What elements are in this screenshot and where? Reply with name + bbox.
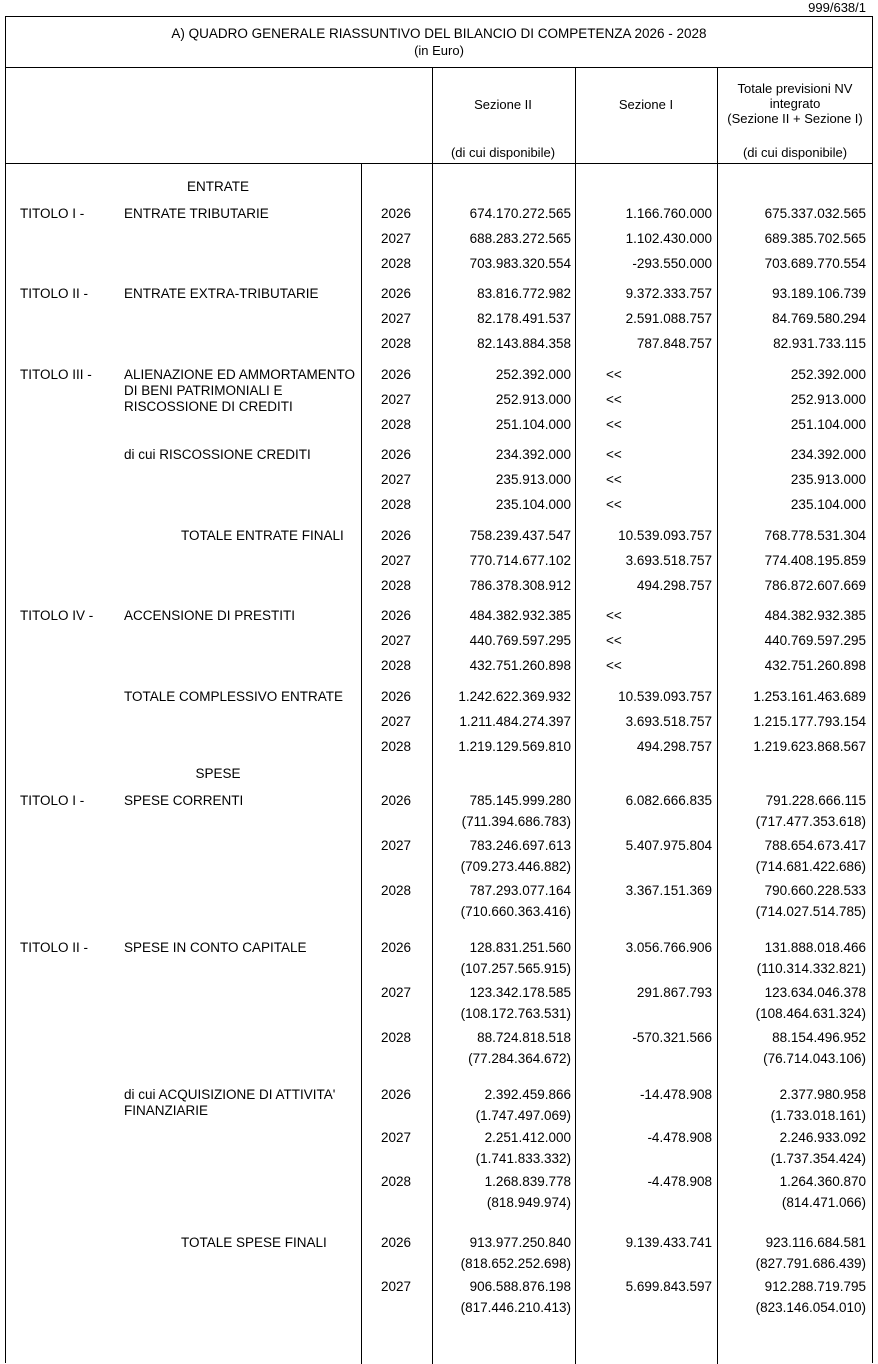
totale-value: 82.931.733.115 bbox=[773, 336, 866, 351]
totale-disponibile: (110.314.332.821) bbox=[756, 961, 866, 976]
sezione-ii-value: 235.913.000 bbox=[495, 472, 571, 487]
totale-value: 923.116.684.581 bbox=[765, 1235, 866, 1250]
year-cell: 2026 bbox=[380, 447, 412, 462]
year-cell: 2026 bbox=[380, 367, 412, 382]
sezione-ii-value: 82.143.884.358 bbox=[477, 336, 571, 351]
sezione-i-value: << bbox=[606, 447, 622, 462]
year-cell: 2027 bbox=[380, 472, 412, 487]
table-frame bbox=[5, 16, 873, 1363]
totale-value: 1.253.161.463.689 bbox=[753, 689, 866, 704]
sezione-ii-value: 234.392.000 bbox=[495, 447, 571, 462]
totale-disponibile: (823.146.054.010) bbox=[755, 1300, 866, 1315]
sezione-ii-disponibile: (107.257.565.915) bbox=[460, 961, 571, 976]
row-label: di cui ACQUISIZIONE DI ATTIVITA' bbox=[124, 1087, 336, 1102]
totale-value: 786.872.607.669 bbox=[764, 578, 866, 593]
sezione-ii-value: 2.392.459.866 bbox=[484, 1087, 571, 1102]
totale-value: 252.913.000 bbox=[790, 392, 866, 407]
row-label: ALIENAZIONE ED AMMORTAMENTO bbox=[124, 367, 356, 382]
title-box bbox=[6, 17, 872, 68]
sezione-i-value: 3.056.766.906 bbox=[625, 940, 712, 955]
sezione-ii-value: 440.769.597.295 bbox=[469, 633, 571, 648]
sezione-ii-value: 758.239.437.547 bbox=[469, 528, 571, 543]
sezione-ii-disponibile: (711.394.686.783) bbox=[461, 814, 571, 829]
sezione-ii-value: 252.913.000 bbox=[495, 392, 571, 407]
totale-value: 774.408.195.859 bbox=[764, 553, 866, 568]
sezione-i-value: 9.139.433.741 bbox=[625, 1235, 712, 1250]
row-code: TITOLO IV - bbox=[20, 608, 94, 623]
year-cell: 2028 bbox=[380, 578, 412, 593]
row-label: ACCENSIONE DI PRESTITI bbox=[124, 608, 296, 623]
sezione-ii-value: 674.170.272.565 bbox=[469, 206, 571, 221]
header-totale-line1: Totale previsioni NV bbox=[737, 81, 853, 96]
header-totale-disponibile: (di cui disponibile) bbox=[742, 145, 848, 160]
totale-value: 440.769.597.295 bbox=[764, 633, 866, 648]
totale-disponibile: (76.714.043.106) bbox=[763, 1051, 866, 1066]
sezione-i-value: 494.298.757 bbox=[636, 578, 712, 593]
totale-value: 251.104.000 bbox=[790, 417, 866, 432]
column-header bbox=[6, 68, 872, 164]
sezione-ii-value: 1.219.129.569.810 bbox=[458, 739, 571, 754]
sezione-i-value: 5.699.843.597 bbox=[625, 1279, 712, 1294]
sezione-ii-disponibile: (1.747.497.069) bbox=[475, 1108, 571, 1123]
sezione-ii-disponibile: (818.652.252.698) bbox=[460, 1256, 571, 1271]
row-label: SPESE CORRENTI bbox=[124, 793, 244, 808]
year-cell: 2027 bbox=[380, 633, 412, 648]
sezione-ii-value: 83.816.772.982 bbox=[477, 286, 571, 301]
row-label: DI BENI PATRIMONIALI E bbox=[124, 383, 283, 398]
sezione-i-value: << bbox=[606, 497, 622, 512]
totale-disponibile: (1.737.354.424) bbox=[770, 1151, 866, 1166]
sezione-i-value: 3.693.518.757 bbox=[625, 714, 712, 729]
sezione-ii-value: 235.104.000 bbox=[495, 497, 571, 512]
totale-value: 131.888.018.466 bbox=[764, 940, 866, 955]
sezione-ii-value: 688.283.272.565 bbox=[469, 231, 571, 246]
row-label: TOTALE SPESE FINALI bbox=[181, 1235, 327, 1250]
header-sezione-ii-disponibile: (di cui disponibile) bbox=[450, 145, 556, 160]
totale-value: 788.654.673.417 bbox=[764, 838, 866, 853]
sezione-i-value: << bbox=[606, 367, 622, 382]
totale-value: 235.104.000 bbox=[790, 497, 866, 512]
row-label: ENTRATE TRIBUTARIE bbox=[124, 206, 269, 221]
sezione-ii-value: 787.293.077.164 bbox=[469, 883, 571, 898]
header-sezione-ii: Sezione II bbox=[474, 97, 532, 112]
sezione-ii-value: 123.342.178.585 bbox=[469, 985, 571, 1000]
totale-value: 689.385.702.565 bbox=[764, 231, 866, 246]
totale-value: 1.264.360.870 bbox=[779, 1174, 866, 1189]
totale-disponibile: (714.027.514.785) bbox=[755, 904, 866, 919]
sezione-ii-value: 82.178.491.537 bbox=[477, 311, 571, 326]
sezione-i-value: -570.321.566 bbox=[632, 1030, 712, 1045]
totale-value: 2.246.933.092 bbox=[779, 1130, 866, 1145]
sezione-ii-value: 484.382.932.385 bbox=[469, 608, 571, 623]
sezione-ii-disponibile: (108.172.763.531) bbox=[460, 1006, 571, 1021]
document-reference: 999/638/1 bbox=[808, 0, 866, 15]
totale-value: 791.228.666.115 bbox=[765, 793, 866, 808]
year-cell: 2026 bbox=[380, 1235, 412, 1250]
sezione-i-value: -4.478.908 bbox=[647, 1130, 712, 1145]
year-cell: 2026 bbox=[380, 206, 412, 221]
sezione-ii-value: 906.588.876.198 bbox=[469, 1279, 571, 1294]
totale-value: 252.392.000 bbox=[790, 367, 866, 382]
sezione-ii-disponibile: (710.660.363.416) bbox=[460, 904, 571, 919]
sezione-ii-value: 2.251.412.000 bbox=[484, 1130, 571, 1145]
year-cell: 2027 bbox=[380, 231, 412, 246]
row-label: TOTALE ENTRATE FINALI bbox=[181, 528, 344, 543]
totale-value: 88.154.496.952 bbox=[772, 1030, 866, 1045]
page-title: A) QUADRO GENERALE RIASSUNTIVO DEL BILANCIO DI COMPETENZA 2026 - 2028 bbox=[171, 26, 707, 41]
header-totale bbox=[718, 81, 872, 126]
sezione-i-value: << bbox=[606, 392, 622, 407]
column-divider bbox=[361, 164, 362, 1364]
year-cell: 2027 bbox=[380, 553, 412, 568]
totale-value: 234.392.000 bbox=[790, 447, 866, 462]
row-code: TITOLO II - bbox=[20, 286, 89, 301]
sezione-i-value: 3.367.151.369 bbox=[625, 883, 712, 898]
sezione-ii-value: 783.246.697.613 bbox=[469, 838, 571, 853]
totale-disponibile: (717.477.353.618) bbox=[755, 814, 866, 829]
year-cell: 2027 bbox=[380, 714, 412, 729]
section-heading-spese: SPESE bbox=[195, 766, 241, 781]
header-sezione-i: Sezione I bbox=[618, 97, 674, 112]
sezione-i-value: 291.867.793 bbox=[636, 985, 712, 1000]
totale-value: 2.377.980.958 bbox=[779, 1087, 866, 1102]
totale-value: 484.382.932.385 bbox=[764, 608, 866, 623]
year-cell: 2026 bbox=[380, 689, 412, 704]
row-label: di cui RISCOSSIONE CREDITI bbox=[124, 447, 311, 462]
year-cell: 2026 bbox=[380, 1087, 412, 1102]
totale-disponibile: (714.681.422.686) bbox=[755, 859, 866, 874]
row-label: TOTALE COMPLESSIVO ENTRATE bbox=[124, 689, 344, 704]
year-cell: 2026 bbox=[380, 528, 412, 543]
sezione-ii-value: 770.714.677.102 bbox=[469, 553, 571, 568]
sezione-ii-value: 785.145.999.280 bbox=[469, 793, 571, 808]
year-cell: 2028 bbox=[380, 336, 412, 351]
sezione-ii-value: 703.983.320.554 bbox=[469, 256, 571, 271]
page-subtitle: (in Euro) bbox=[414, 43, 464, 58]
sezione-ii-disponibile: (818.949.974) bbox=[486, 1195, 571, 1210]
totale-value: 790.660.228.533 bbox=[764, 883, 866, 898]
totale-disponibile: (1.733.018.161) bbox=[770, 1108, 866, 1123]
sezione-ii-value: 1.211.484.274.397 bbox=[459, 714, 571, 729]
totale-disponibile: (108.464.631.324) bbox=[755, 1006, 866, 1021]
totale-value: 93.189.106.739 bbox=[772, 286, 866, 301]
sezione-ii-disponibile: (77.284.364.672) bbox=[468, 1051, 571, 1066]
sezione-ii-value: 128.831.251.560 bbox=[469, 940, 571, 955]
year-cell: 2026 bbox=[380, 940, 412, 955]
sezione-i-value: 10.539.093.757 bbox=[618, 689, 712, 704]
totale-value: 768.778.531.304 bbox=[764, 528, 866, 543]
sezione-i-value: 494.298.757 bbox=[636, 739, 712, 754]
year-cell: 2028 bbox=[380, 1174, 412, 1189]
year-cell: 2026 bbox=[380, 286, 412, 301]
sezione-ii-disponibile: (1.741.833.332) bbox=[475, 1151, 571, 1166]
sezione-i-value: -14.478.908 bbox=[639, 1087, 712, 1102]
totale-value: 1.215.177.793.154 bbox=[753, 714, 866, 729]
year-cell: 2028 bbox=[380, 1030, 412, 1045]
year-cell: 2027 bbox=[380, 838, 412, 853]
totale-value: 235.913.000 bbox=[790, 472, 866, 487]
year-cell: 2027 bbox=[380, 311, 412, 326]
year-cell: 2027 bbox=[380, 1130, 412, 1145]
sezione-ii-value: 432.751.260.898 bbox=[469, 658, 571, 673]
totale-disponibile: (827.791.686.439) bbox=[755, 1256, 866, 1271]
totale-value: 84.769.580.294 bbox=[772, 311, 866, 326]
sezione-i-value: 10.539.093.757 bbox=[618, 528, 712, 543]
sezione-ii-value: 913.977.250.840 bbox=[469, 1235, 571, 1250]
year-cell: 2028 bbox=[380, 883, 412, 898]
totale-value: 675.337.032.565 bbox=[764, 206, 866, 221]
year-cell: 2028 bbox=[380, 497, 412, 512]
sezione-i-value: 9.372.333.757 bbox=[625, 286, 712, 301]
totale-value: 912.288.719.795 bbox=[764, 1279, 866, 1294]
totale-disponibile: (814.471.066) bbox=[781, 1195, 866, 1210]
sezione-i-value: 2.591.088.757 bbox=[625, 311, 712, 326]
row-code: TITOLO III - bbox=[20, 367, 92, 382]
sezione-i-value: << bbox=[606, 472, 622, 487]
sezione-i-value: << bbox=[606, 608, 622, 623]
row-label: SPESE IN CONTO CAPITALE bbox=[124, 940, 307, 955]
year-cell: 2028 bbox=[380, 739, 412, 754]
header-totale-line3: (Sezione II + Sezione I) bbox=[727, 111, 863, 126]
sezione-ii-value: 1.268.839.778 bbox=[484, 1174, 571, 1189]
row-code: TITOLO I - bbox=[20, 793, 85, 808]
sezione-i-value: -293.550.000 bbox=[632, 256, 712, 271]
year-cell: 2026 bbox=[380, 793, 412, 808]
row-label: ENTRATE EXTRA-TRIBUTARIE bbox=[124, 286, 319, 301]
sezione-ii-value: 786.378.308.912 bbox=[469, 578, 571, 593]
sezione-i-value: << bbox=[606, 633, 622, 648]
sezione-ii-value: 1.242.622.369.932 bbox=[458, 689, 571, 704]
year-cell: 2028 bbox=[380, 658, 412, 673]
sezione-i-value: -4.478.908 bbox=[647, 1174, 712, 1189]
row-label: RISCOSSIONE DI CREDITI bbox=[124, 399, 293, 414]
totale-value: 1.219.623.868.567 bbox=[753, 739, 866, 754]
header-totale-line2: integrato bbox=[769, 96, 821, 111]
sezione-ii-value: 252.392.000 bbox=[495, 367, 571, 382]
sezione-ii-value: 251.104.000 bbox=[495, 417, 571, 432]
totale-value: 123.634.046.378 bbox=[764, 985, 866, 1000]
year-cell: 2028 bbox=[380, 417, 412, 432]
sezione-i-value: 787.848.757 bbox=[636, 336, 712, 351]
sezione-i-value: 6.082.666.835 bbox=[625, 793, 712, 808]
sezione-i-value: 1.166.760.000 bbox=[625, 206, 712, 221]
sezione-ii-disponibile: (709.273.446.882) bbox=[460, 859, 571, 874]
year-cell: 2028 bbox=[380, 256, 412, 271]
row-code: TITOLO II - bbox=[20, 940, 89, 955]
year-cell: 2026 bbox=[380, 608, 412, 623]
sezione-ii-disponibile: (817.446.210.413) bbox=[460, 1300, 571, 1315]
totale-value: 432.751.260.898 bbox=[764, 658, 866, 673]
sezione-i-value: 5.407.975.804 bbox=[625, 838, 712, 853]
sezione-ii-value: 88.724.818.518 bbox=[477, 1030, 571, 1045]
sezione-i-value: 3.693.518.757 bbox=[625, 553, 712, 568]
year-cell: 2027 bbox=[380, 392, 412, 407]
sezione-i-value: << bbox=[606, 658, 622, 673]
year-cell: 2027 bbox=[380, 1279, 412, 1294]
totale-value: 703.689.770.554 bbox=[764, 256, 866, 271]
row-label: FINANZIARIE bbox=[124, 1103, 209, 1118]
section-heading-entrate: ENTRATE bbox=[186, 179, 249, 194]
sezione-i-value: 1.102.430.000 bbox=[625, 231, 712, 246]
year-cell: 2027 bbox=[380, 985, 412, 1000]
row-code: TITOLO I - bbox=[20, 206, 85, 221]
sezione-i-value: << bbox=[606, 417, 622, 432]
